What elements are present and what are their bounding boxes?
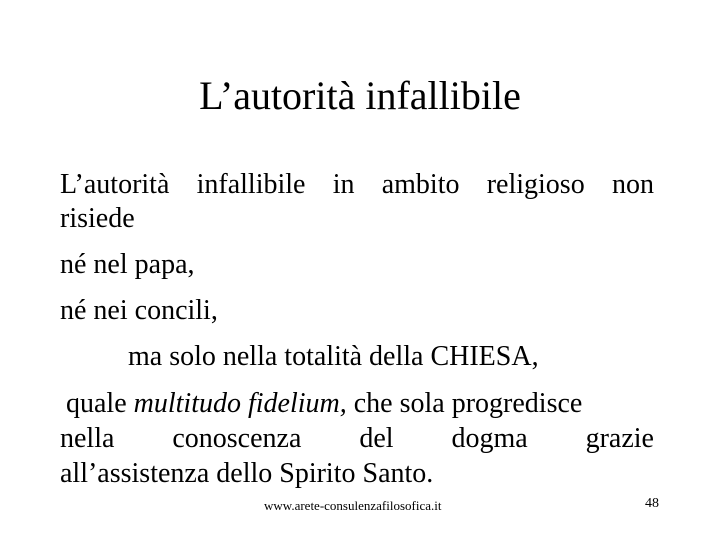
word: in [332, 169, 355, 200]
word: L’autorità [60, 169, 170, 200]
body-line-nella [60, 422, 654, 456]
slide-number: 48 [645, 496, 659, 511]
word: infallibile [196, 169, 306, 200]
word: ambito [381, 169, 460, 200]
body-line-quale [60, 387, 660, 421]
slide-title: L’autorità infallibile [199, 73, 521, 118]
quale-prefix: quale [66, 388, 134, 419]
word: dogma [451, 423, 528, 454]
body-line-papa: né nel papa, [60, 249, 195, 280]
word: conoscenza [172, 423, 302, 454]
quale-suffix: che sola progredisce [346, 388, 583, 419]
word: del [359, 423, 394, 454]
word: religioso [486, 169, 585, 200]
body-line-1 [60, 168, 654, 202]
word: nella [60, 423, 115, 454]
footer-url: www.arete-consulenzafilosofica.it [264, 498, 442, 513]
body-line-chiesa: ma solo nella totalità della CHIESA, [128, 341, 539, 372]
word: grazie [585, 423, 654, 454]
word: non [611, 169, 654, 200]
quale-emphasis: multitudo fidelium, [133, 388, 347, 419]
body-line-2: risiede [60, 203, 135, 234]
body-line-concili: né nei concili, [60, 295, 218, 326]
body-line-assistenza: all’assistenza dello Spirito Santo. [60, 458, 434, 489]
